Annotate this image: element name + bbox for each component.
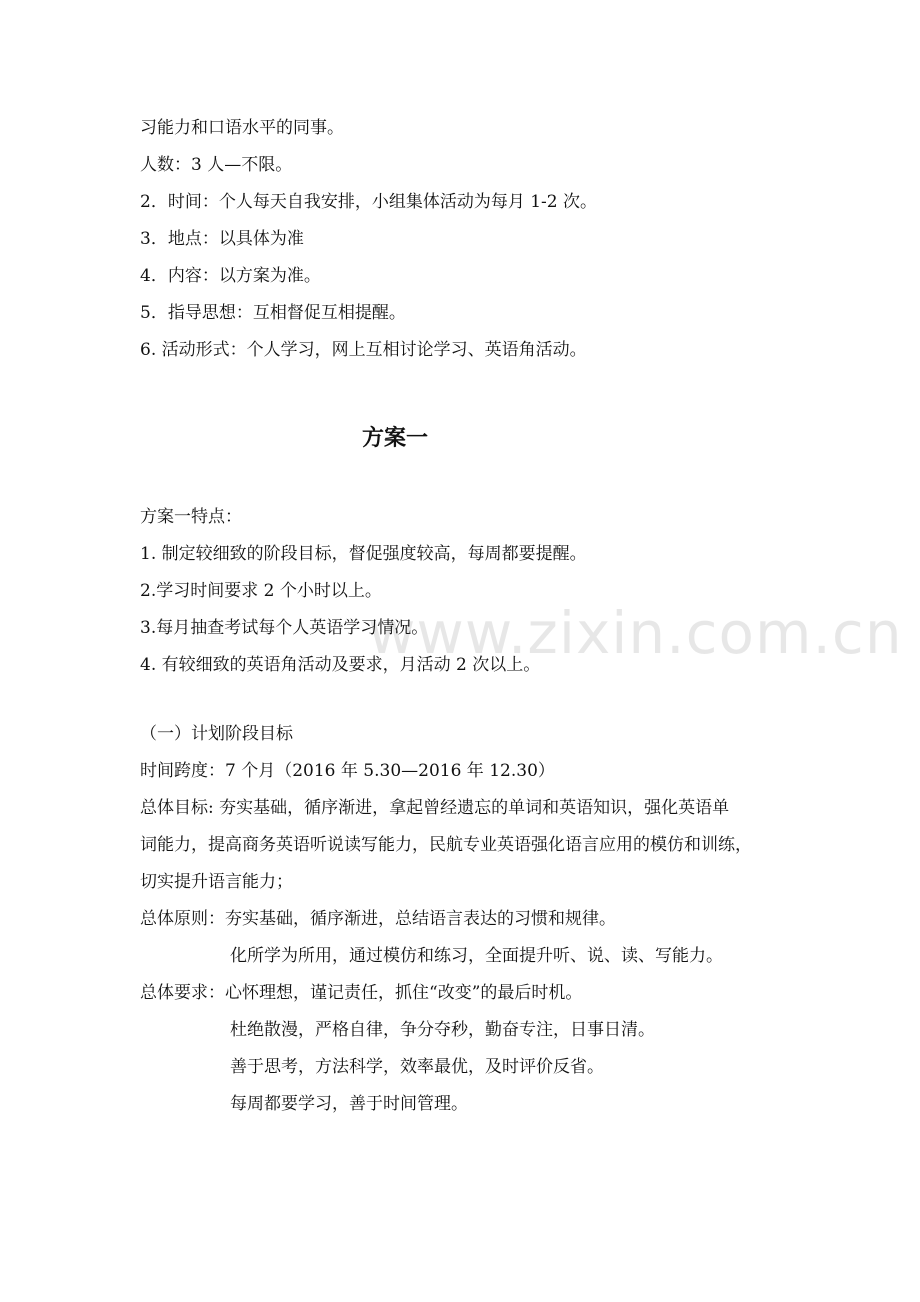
feature-item-4: 4. 有较细致的英语角活动及要求，月活动 2 次以上。 <box>140 655 541 675</box>
intro-line-1: 习能力和口语水平的同事。 <box>140 118 344 138</box>
plan-timespan: 时间跨度：7 个月（2016 年 5.30—2016 年 12.30） <box>140 761 555 781</box>
intro-line-2: 人数：3 人—不限。 <box>140 155 293 175</box>
section-title: 方案一 <box>361 426 428 451</box>
goal-line-1: 总体目标: 夯实基础，循序渐进，拿起曾经遗忘的单词和英语知识，强化英语单 <box>140 798 730 818</box>
feature-item-1: 1. 制定较细致的阶段目标，督促强度较高，每周都要提醒。 <box>140 544 587 564</box>
requirement-line-3: 善于思考，方法科学，效率最优，及时评价反省。 <box>230 1057 604 1077</box>
requirement-line-1: 总体要求：心怀理想，谨记责任，抓住“改变”的最后时机。 <box>140 983 583 1003</box>
watermark: www.zixin.com.cn <box>368 599 903 667</box>
features-heading: 方案一特点： <box>140 507 242 527</box>
principle-line-1: 总体原则：夯实基础，循序渐进，总结语言表达的习惯和规律。 <box>140 909 616 929</box>
intro-line-5: 4．内容：以方案为准。 <box>140 266 321 286</box>
intro-line-7: 6. 活动形式：个人学习，网上互相讨论学习、英语角活动。 <box>140 340 587 360</box>
intro-line-6: 5．指导思想：互相督促互相提醒。 <box>140 303 406 323</box>
goal-line-3: 切实提升语言能力； <box>140 872 293 892</box>
intro-line-4: 3．地点：以具体为准 <box>140 229 304 249</box>
plan-heading: （一）计划阶段目标 <box>140 724 293 744</box>
principle-line-2: 化所学为所用，通过模仿和练习，全面提升听、说、读、写能力。 <box>230 946 723 966</box>
goal-line-2: 词能力，提高商务英语听说读写能力，民航专业英语强化语言应用的模仿和训练， <box>140 835 752 855</box>
requirement-line-4: 每周都要学习，善于时间管理。 <box>230 1094 468 1114</box>
requirement-line-2: 杜绝散漫，严格自律，争分夺秒，勤奋专注，日事日清。 <box>230 1020 655 1040</box>
intro-line-3: 2．时间：个人每天自我安排，小组集体活动为每月 1-2 次。 <box>140 192 597 212</box>
feature-item-3: 3.每月抽查考试每个人英语学习情况。 <box>140 618 429 638</box>
feature-item-2: 2.学习时间要求 2 个小时以上。 <box>140 581 382 601</box>
